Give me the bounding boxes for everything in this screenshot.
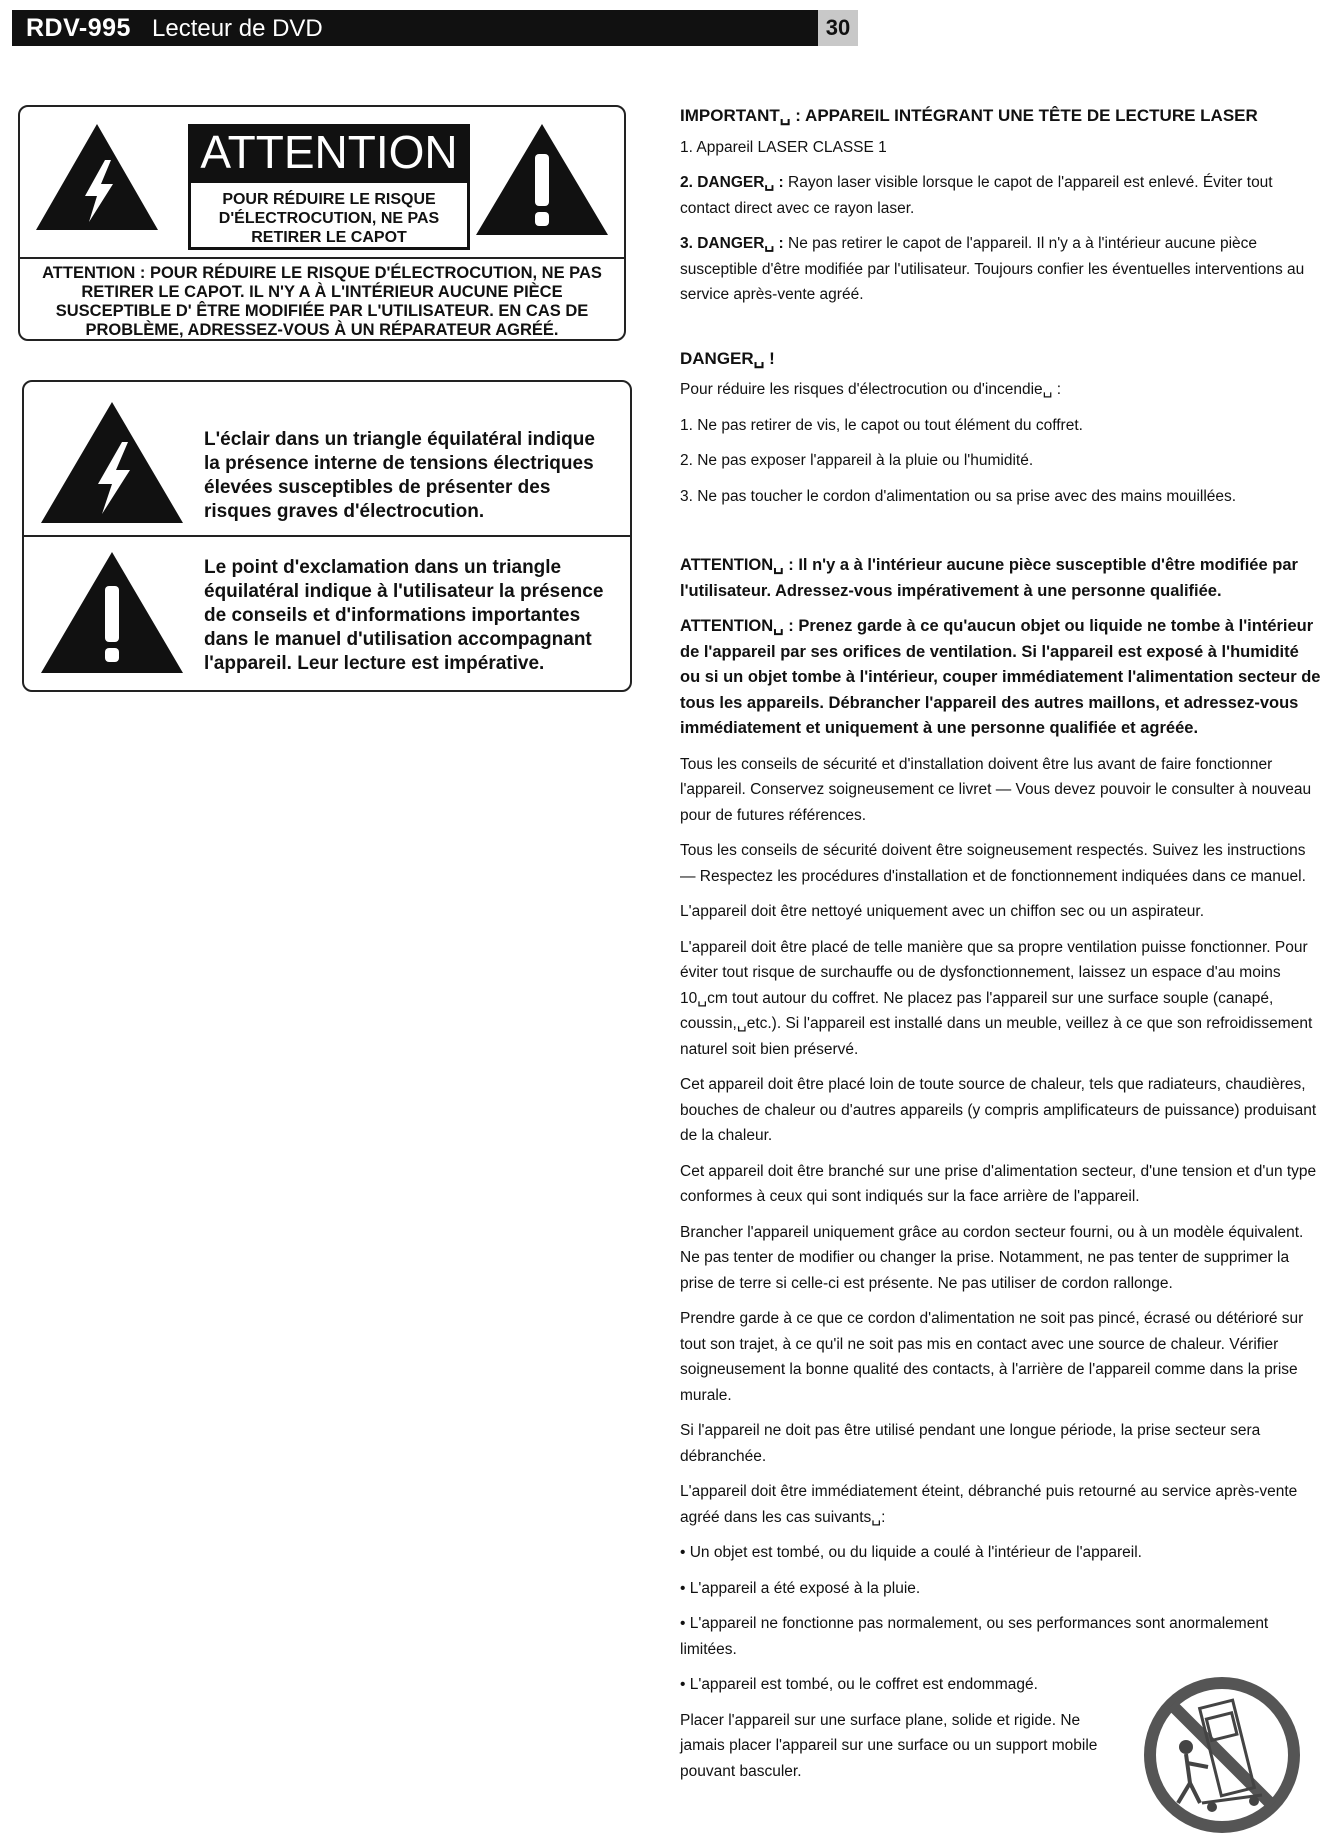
bullet-item-4: • L'appareil est tombé, ou le coffret est endommagé. (680, 1676, 1038, 1693)
spacer (680, 318, 1322, 346)
lightning-explanation: L'éclair dans un triangle équilatéral indique la présence interne de tensions électriques élevées susceptibles de présenter des risques graves d'électrocution. (204, 429, 595, 522)
laser-item-2 (680, 170, 1322, 221)
laser-item-2-label: 2. DANGER␣ : (680, 174, 784, 191)
page-number: 30 (818, 10, 858, 46)
danger-item-2: 2. Ne pas exposer l'appareil à la pluie ou l'humidité. (680, 452, 1034, 469)
paragraph-10: L'appareil doit être immédiatement éteint, débranché puis retourné au service après-vente agréé dans les cas suivants␣: (680, 1483, 1298, 1526)
exclamation-explanation: Le point d'exclamation dans un triangle équilatéral indique à l'utilisateur la présence de conseils et d'informations importantes dans le manuel d'utilisation accompagnant l'appareil. Leur lecture est impérative. (204, 557, 604, 674)
exclamation-triangle-icon (40, 550, 185, 675)
lightning-triangle-icon (40, 400, 185, 525)
product-name: Lecteur de DVD (152, 15, 323, 42)
attention-text: ATTENTION : POUR RÉDUIRE LE RISQUE D'ÉLECTROCUTION, NE PAS RETIRER LE CAPOT. IL N'Y A À L'INTÉRIEUR AUCUNE PIÈCE SUSCEPTIBLE D' ÊTRE MODIFIÉE PAR L'UTILISATEUR. EN CAS DE PROBLÈME, ADRESSEZ-VOUS À UN RÉPARATEUR AGRÉÉ. (42, 264, 602, 339)
attention-subtitle: POUR RÉDUIRE LE RISQUE D'ÉLECTROCUTION, NE PAS RETIRER LE CAPOT (188, 180, 470, 250)
symbols-explanation-box (22, 380, 632, 692)
divider (24, 535, 630, 537)
divider (20, 257, 624, 259)
laser-item-3-label: 3. DANGER␣ : (680, 235, 784, 252)
laser-item-3 (680, 231, 1322, 308)
danger-heading: DANGER␣ ! (680, 348, 775, 368)
lightning-triangle-icon (35, 122, 160, 232)
page-header (12, 10, 857, 46)
no-cart-tip-over-icon (1142, 1675, 1312, 1835)
exclamation-triangle-icon (475, 122, 610, 237)
paragraph-3: L'appareil doit être nettoyé uniquement avec un chiffon sec ou un aspirateur. (680, 903, 1204, 920)
attention-warning-box (18, 105, 626, 341)
attention-paragraph-1: ATTENTION␣ : Il n'y a à l'intérieur aucune pièce susceptible d'être modifiée par l'utilisateur. Adressez-vous impérativement à une personne qualifiée. (680, 556, 1298, 600)
paragraph-7: Brancher l'appareil uniquement grâce au cordon secteur fourni, ou à un modèle équivalent. Ne pas tenter de modifier ou changer la prise. Notamment, ne pas tenter de supprimer la prise de terre si celle-ci est présente. Ne pas utiliser de cordon rallonge. (680, 1223, 1304, 1292)
paragraph-1: Tous les conseils de sécurité et d'installation doivent être lus avant de faire fonctionner l'appareil. Conservez soigneusement ce livret — Vous devez pouvoir le consulter à nouveau pour de futures références. (680, 755, 1312, 824)
paragraph-6: Cet appareil doit être branché sur une prise d'alimentation secteur, d'une tension et d'un type conformes à ceux qui sont indiqués sur la face arrière de l'appareil. (680, 1162, 1317, 1205)
laser-item-1: 1. Appareil LASER CLASSE 1 (680, 138, 887, 156)
paragraph-2: Tous les conseils de sécurité doivent être soigneusement respectés. Suivez les instructions — Respectez les procédures d'installation et de fonctionnement indiquées dans ce manuel. (680, 842, 1306, 885)
spacer (680, 519, 1322, 553)
paragraph-8: Prendre garde à ce que ce cordon d'alimentation ne soit pas pincé, écrasé ou détérioré sur tout son trajet, à ce qu'il ne soit pas mis en contact avec une source de chaleur. Vérifier soigneusement la bonne qualité des contacts, à l'arrière de l'appareil comme dans la prise murale. (680, 1310, 1304, 1404)
attention-title: ATTENTION (188, 124, 470, 180)
attention-paragraph-2: ATTENTION␣ : Prenez garde à ce qu'aucun objet ou liquide ne tombe à l'intérieur de l'appareil par ses orifices de ventilation. Si l'appareil est exposé à l'humidité ou si un objet tombe à l'intérieur, couper immédiatement l'alimentation secteur de tous les appareils. Débrancher l'appareil des autres maillons, et adressez-vous immédiatement et uniquement à une personne qualifiée et agréée. (680, 617, 1321, 737)
paragraph-5: Cet appareil doit être placé loin de toute source de chaleur, tels que radiateurs, chaudières, bouches de chaleur ou d'autres appareils (y compris amplificateurs de puissance) produisant de la chaleur. (680, 1076, 1317, 1144)
laser-item-3-text: Ne pas retirer le capot de l'appareil. Il n'y a à l'intérieur aucune pièce susceptible d'être modifiée par l'utilisateur. Toujours confier les éventuelles interventions au service après-vente agréé. (680, 235, 1305, 303)
bullet-item-3: • L'appareil ne fonctionne pas normalement, ou ses performances sont anormalement limitées. (680, 1615, 1269, 1658)
safety-instructions (680, 103, 1322, 1794)
paragraph-9: Si l'appareil ne doit pas être utilisé pendant une longue période, la prise secteur sera débranchée. (680, 1422, 1261, 1465)
paragraph-4: L'appareil doit être placé de telle manière que sa propre ventilation puisse fonctionner. Pour éviter tout risque de surchauffe ou de dysfonctionnement, laissez un espace d'au moins 10␣cm tout autour du coffret. Ne placez pas l'appareil sur une surface souple (canapé, coussin,␣etc.). Si l'appareil est installé dans un meuble, veillez à ce que son refroidissement naturel soit bien préservé. (680, 938, 1313, 1058)
important-heading: IMPORTANT␣ : APPAREIL INTÉGRANT UNE TÊTE DE LECTURE LASER (680, 106, 1258, 125)
danger-item-3: 3. Ne pas toucher le cordon d'alimentation ou sa prise avec des mains mouillées. (680, 487, 1237, 505)
bullet-item-1: • Un objet est tombé, ou du liquide a coulé à l'intérieur de l'appareil. (680, 1544, 1142, 1561)
laser-item-2-text: Rayon laser visible lorsque le capot de l'appareil est enlevé. Éviter tout contact direct avec ce rayon laser. (680, 174, 1273, 217)
danger-intro: Pour réduire les risques d'électrocution ou d'incendie␣ : (680, 381, 1062, 398)
danger-item-1: 1. Ne pas retirer de vis, le capot ou tout élément du coffret. (680, 416, 1083, 434)
bullet-item-2: • L'appareil a été exposé à la pluie. (680, 1579, 921, 1597)
paragraph-11: Placer l'appareil sur une surface plane, solide et rigide. Ne jamais placer l'appareil sur une surface ou un support mobile pouvant basculer. (680, 1711, 1098, 1780)
model-name: RDV-995 (26, 14, 131, 42)
